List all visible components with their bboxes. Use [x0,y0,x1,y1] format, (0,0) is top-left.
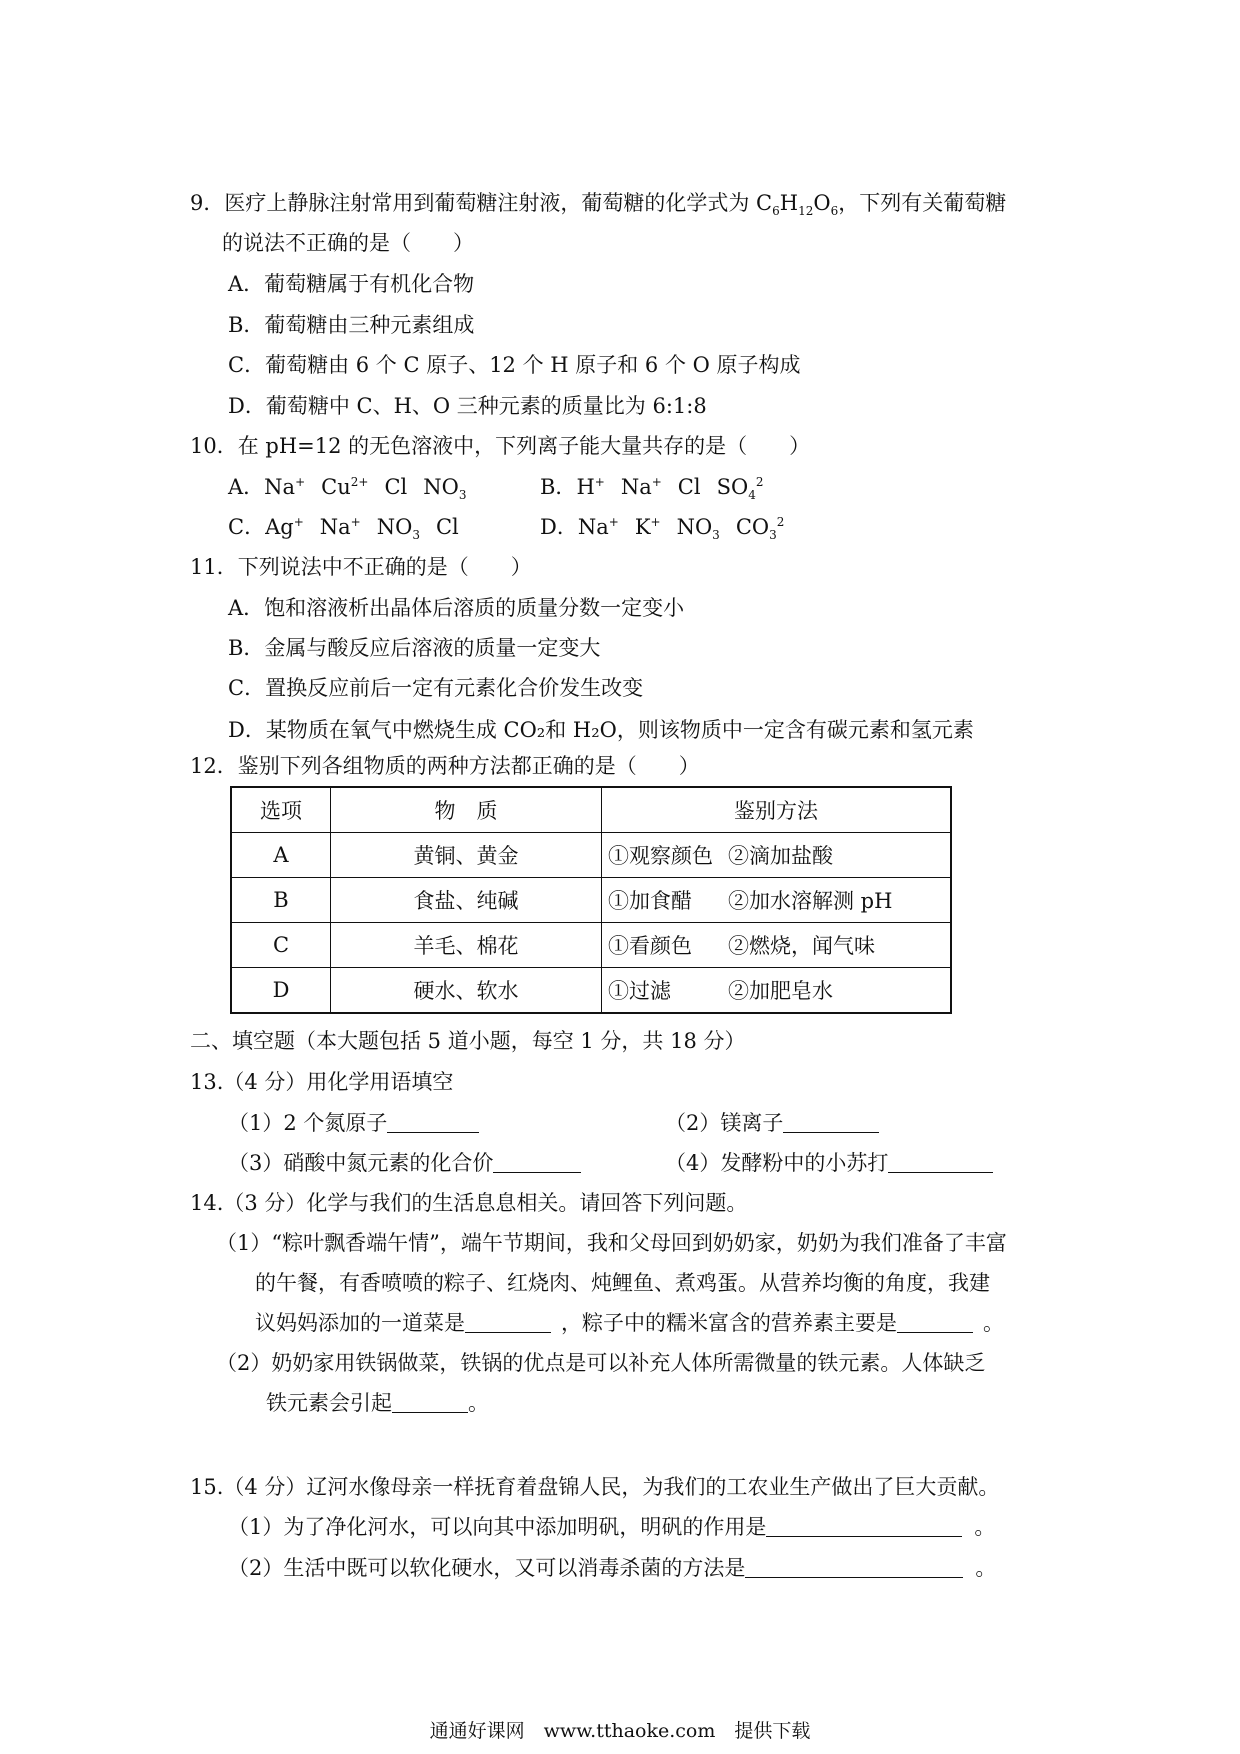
q10-option-c: C．Ag+ Na+ $NO_3$ Cl [228,515,459,543]
section2-title: 二、填空题（本大题包括 5 道小题，每空 1 分，共 18 分） [190,1029,746,1053]
answer-blank[interactable] [783,1114,879,1133]
q14-part1-line3: 议妈妈添加的一道菜是 ，粽子中的糯米富含的营养素主要是 。 [255,1311,1004,1335]
q9-stem-line2: 的说法不正确的是（ ） [222,231,474,255]
q14-part1-line2: 的午餐，有香喷喷的粽子、红烧肉、炖鲤鱼、煮鸡蛋。从营养均衡的角度，我建 [255,1271,990,1295]
answer-blank[interactable] [392,1394,468,1413]
cell-substance: 黄铜、黄金 [331,833,602,878]
q10-option-d: D．Na+ K+ $NO_3$ $CO_3^2$ [540,515,785,543]
answer-blank[interactable] [493,1154,581,1173]
q9-stem-line1: 9．医疗上静脉注射常用到葡萄糖注射液，葡萄糖的化学式为 $C_6H_{12}O_6$，下列有关葡萄糖 [190,191,1007,219]
q13-part4: （4）发酵粉中的小苏打 [665,1153,993,1174]
q10-stem: 10．在 pH=12 的无色溶液中，下列离子能大量共存的是（ ） [190,434,811,458]
q12-stem: 12．鉴别下列各组物质的两种方法都正确的是（ ） [190,754,700,778]
answer-blank[interactable] [465,1314,551,1333]
q11-option-c: C．置换反应前后一定有元素化合价发生改变 [228,676,644,700]
q11-stem: 11．下列说法中不正确的是（ ） [190,555,532,579]
q9-option-b: B．葡萄糖由三种元素组成 [228,313,475,337]
q15-part2: （2）生活中既可以软化硬水，又可以消毒杀菌的方法是 。 [228,1556,997,1580]
q9-option-a: A．葡萄糖属于有机化合物 [228,272,475,296]
table-row [231,968,951,1014]
q13-part3: （3）硝酸中氮元素的化合价 [228,1153,581,1174]
table-row [231,923,951,968]
cell-option: B [231,878,331,923]
q10-option-b: B．H+ Na+ Cl $SO_4^2$ [540,475,764,503]
cell-option: A [231,833,331,878]
q14-part1-line1: （1）“粽叶飘香端午情”，端午节期间，我和父母回到奶奶家，奶奶为我们准备了丰富 [216,1231,1007,1255]
cell-substance: 硬水、软水 [331,968,602,1014]
answer-blank[interactable] [387,1114,479,1133]
answer-blank[interactable] [745,1559,963,1578]
q14-part2-line2: 铁元素会引起 。 [266,1391,489,1415]
cell-method: ①观察颜色 ②滴加盐酸 [602,833,952,878]
header-substance: 物 质 [331,787,602,833]
cell-method: ①过滤 ②加肥皂水 [602,968,952,1014]
q11-option-a: A．饱和溶液析出晶体后溶质的质量分数一定变小 [228,596,685,620]
header-option: 选项 [231,787,331,833]
q13-part1: （1）2 个氮原子 [228,1113,479,1134]
cell-option: D [231,968,331,1014]
cell-substance: 羊毛、棉花 [331,923,602,968]
table-row [231,833,951,878]
q14-stem: 14.（3 分）化学与我们的生活息息相关。请回答下列问题。 [190,1191,748,1215]
q9-option-c: C．葡萄糖由 6 个 C 原子、12 个 H 原子和 6 个 O 原子构成 [228,353,801,377]
q15-stem: 15.（4 分）辽河水像母亲一样抚育着盘锦人民，为我们的工农业生产做出了巨大贡献。 [190,1475,1000,1499]
q10-option-a: A．Na+ $Cu^{2+}$ Cl $NO_3$ [228,475,467,503]
table-header-row [231,787,951,833]
q13-part2: （2）镁离子 [665,1113,879,1134]
q11-option-b: B．金属与酸反应后溶液的质量一定变大 [228,636,601,660]
q15-part1: （1）为了净化河水，可以向其中添加明矾，明矾的作用是 。 [228,1515,996,1539]
cell-method: ①加食醋 ②加水溶解测 pH [602,878,952,923]
page-footer: 通通好课网 www.tthaoke.com 提供下载 [429,1720,811,1742]
q11-option-d: D．某物质在氧气中燃烧生成 CO₂和 H₂O，则该物质中一定含有碳元素和氢元素 [228,718,974,742]
cell-option: C [231,923,331,968]
q12-table [230,786,952,1014]
answer-blank[interactable] [766,1518,962,1537]
answer-blank[interactable] [888,1154,993,1173]
q9-option-d: D．葡萄糖中 C、H、O 三种元素的质量比为 6:1:8 [228,394,707,418]
header-method: 鉴别方法 [602,787,952,833]
q14-part2-line1: （2）奶奶家用铁锅做菜，铁锅的优点是可以补充人体所需微量的铁元素。人体缺乏 [216,1351,986,1375]
q13-stem: 13.（4 分）用化学用语填空 [190,1070,454,1094]
table-row [231,878,951,923]
cell-method: ①看颜色 ②燃烧，闻气味 [602,923,952,968]
answer-blank[interactable] [897,1314,973,1333]
cell-substance: 食盐、纯碱 [331,878,602,923]
